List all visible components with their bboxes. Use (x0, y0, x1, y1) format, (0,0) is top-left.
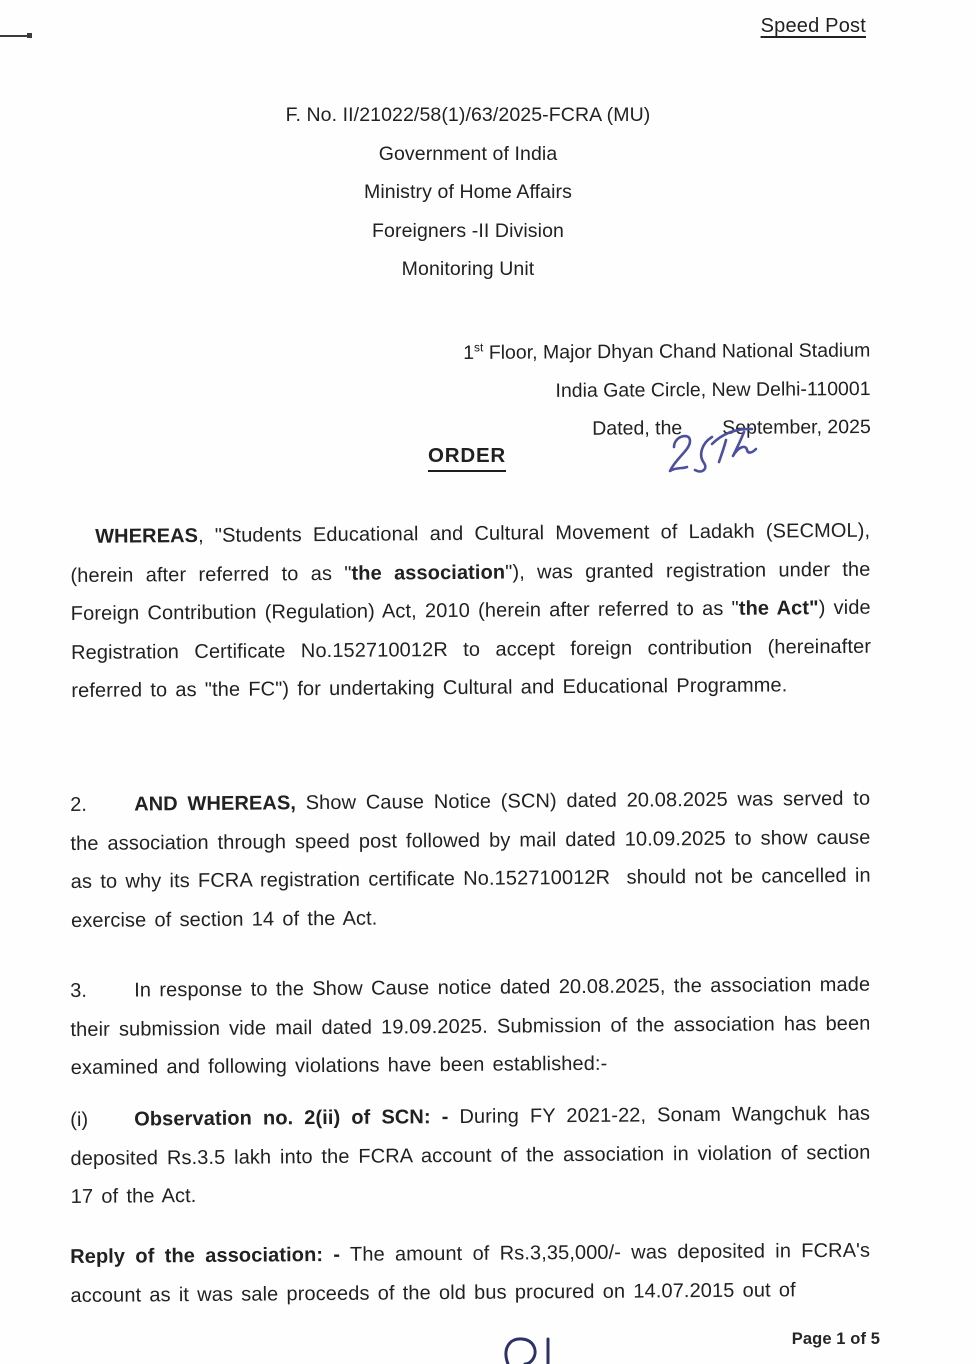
and-whereas-bold: AND WHEREAS, (134, 792, 297, 816)
paragraph-reply (70, 1232, 871, 1315)
floor-ordinal-superscript: st (473, 340, 484, 355)
para2-number: 2. (70, 793, 88, 816)
para1-text-c: ) vide Registration Certificate No.152710012R to accept foreign contribution (hereinafter referred to as "the FC") for undertaking Cultural and Educational Programme. (70, 596, 872, 702)
para4-text: During FY 2021-22, Sonam Wangchuk has deposited Rs.3.5 lakh into the FCRA account of the association in violation of section 17 of the Act. (70, 1102, 871, 1208)
whereas-bold: WHEREAS (95, 524, 199, 548)
dated-suffix: September, 2025 (722, 415, 871, 439)
scan-artifact-line (0, 35, 30, 37)
para3-text: In response to the Show Cause notice dated 20.08.2025, the association made their submission vide mail dated 19.09.2025. Submission of the association has been examined and following violations have been established:- (70, 973, 871, 1079)
org-line-unit: Monitoring Unit (401, 258, 535, 280)
handwritten-signature-partial (498, 1336, 568, 1364)
letterhead-block (0, 96, 956, 289)
floor-line-rest: Floor, Major Dhyan Chand National Stadium (483, 339, 871, 364)
dated-prefix: Dated, the (592, 416, 683, 440)
address-line-floor (463, 326, 870, 372)
the-association-bold: the association (351, 561, 506, 585)
order-heading: ORDER (428, 444, 506, 472)
page-number-indicator: Page 1 of 5 (791, 1330, 880, 1348)
para3-number: 3. (70, 979, 88, 1002)
para1-text-b: "), was granted registration under the Foreign Contribution (Regulation) Act, 2010 (herein after referred to as " (70, 558, 871, 625)
observation-bold: Observation no. 2(ii) of SCN: - (134, 1106, 449, 1131)
reply-lead-bold: Reply of the association: - (70, 1243, 341, 1268)
floor-number: 1 (462, 341, 474, 364)
org-line-ministry: Ministry of Home Affairs (364, 181, 572, 203)
para4-number: (i) (70, 1108, 89, 1131)
para5-text: The amount of Rs.3,35,000/- was deposited in FCRA's account as it was sale proceeds of the old bus procured on 14.07.2015 out of (70, 1239, 871, 1307)
address-line-city: India Gate Circle, New Delhi-110001 (555, 377, 871, 402)
org-line-division: Foreigners -II Division (372, 219, 564, 242)
paragraph-whereas (70, 512, 871, 711)
para1-text-a: , "Students Educational and Cultural Movement of Ladakh (SECMOL), (herein after referred to as " (70, 519, 871, 587)
handwritten-date-25th (660, 420, 768, 482)
speed-post-label: Speed Post (760, 15, 866, 37)
para2-text: Show Cause Notice (SCN) dated 20.08.2025 was served to the association through speed post followed by mail dated 10.09.2025 to show cause as to why its FCRA registration certificate No.152710012R should not be cancelled in exercise of section 14 of the Act. (70, 787, 871, 932)
paragraph-2-scn (70, 780, 871, 940)
paragraph-observation (70, 1095, 871, 1217)
org-line-government: Government of India (378, 142, 558, 165)
file-number: F. No. II/21022/58(1)/63/2025-FCRA (MU) (285, 104, 651, 126)
scan-artifact-dot (27, 33, 32, 38)
the-act-bold: the Act" (738, 597, 819, 620)
paragraph-3-response (70, 966, 871, 1088)
